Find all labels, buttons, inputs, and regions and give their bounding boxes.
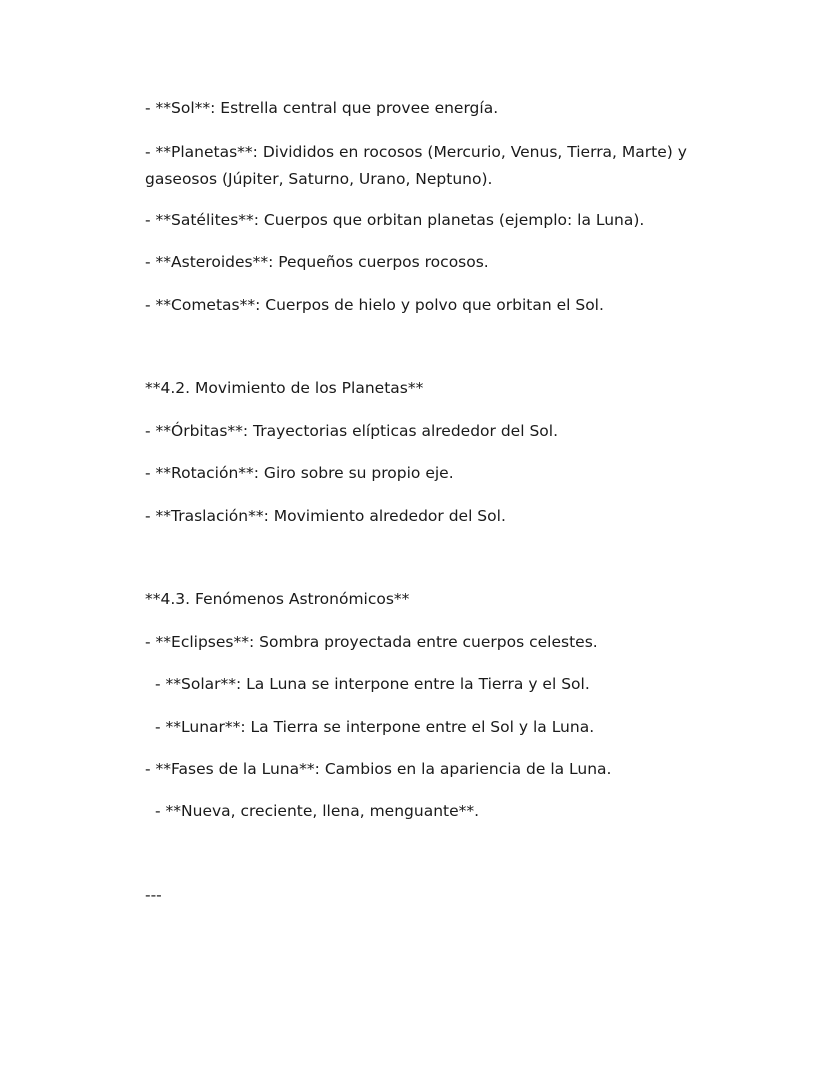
list-item-sol: - **Sol**: Estrella central que provee energía. (145, 99, 499, 117)
list-item-fases: - **Fases de la Luna**: Cambios en la apariencia de la Luna. (145, 760, 612, 778)
list-item-traslacion: - **Traslación**: Movimiento alrededor del Sol. (145, 507, 506, 525)
list-item-orbitas: - **Órbitas**: Trayectorias elípticas alrededor del Sol. (145, 422, 558, 440)
list-item-planetas: - **Planetas**: Divididos en rocosos (Mercurio, Venus, Tierra, Marte) y gaseosos (Júpiter, Saturno, Urano, Neptuno). (145, 143, 687, 188)
sub-item-solar: - **Solar**: La Luna se interpone entre la Tierra y el Sol. (155, 675, 590, 693)
list-item-satelites: - **Satélites**: Cuerpos que orbitan planetas (ejemplo: la Luna). (145, 211, 645, 229)
list-item-asteroides: - **Asteroides**: Pequeños cuerpos rocosos. (145, 253, 489, 271)
list-item-cometas: - **Cometas**: Cuerpos de hielo y polvo que orbitan el Sol. (145, 296, 604, 314)
list-item-eclipses: - **Eclipses**: Sombra proyectada entre cuerpos celestes. (145, 633, 598, 651)
separator: --- (145, 886, 162, 904)
section-heading-movimiento: **4.2. Movimiento de los Planetas** (145, 379, 424, 397)
sub-item-lunar: - **Lunar**: La Tierra se interpone entre el Sol y la Luna. (155, 718, 595, 736)
sub-item-fases-lista: - **Nueva, creciente, llena, menguante**. (155, 802, 480, 820)
list-item-rotacion: - **Rotación**: Giro sobre su propio eje. (145, 464, 454, 482)
section-heading-fenomenos: **4.3. Fenómenos Astronómicos** (145, 590, 410, 608)
